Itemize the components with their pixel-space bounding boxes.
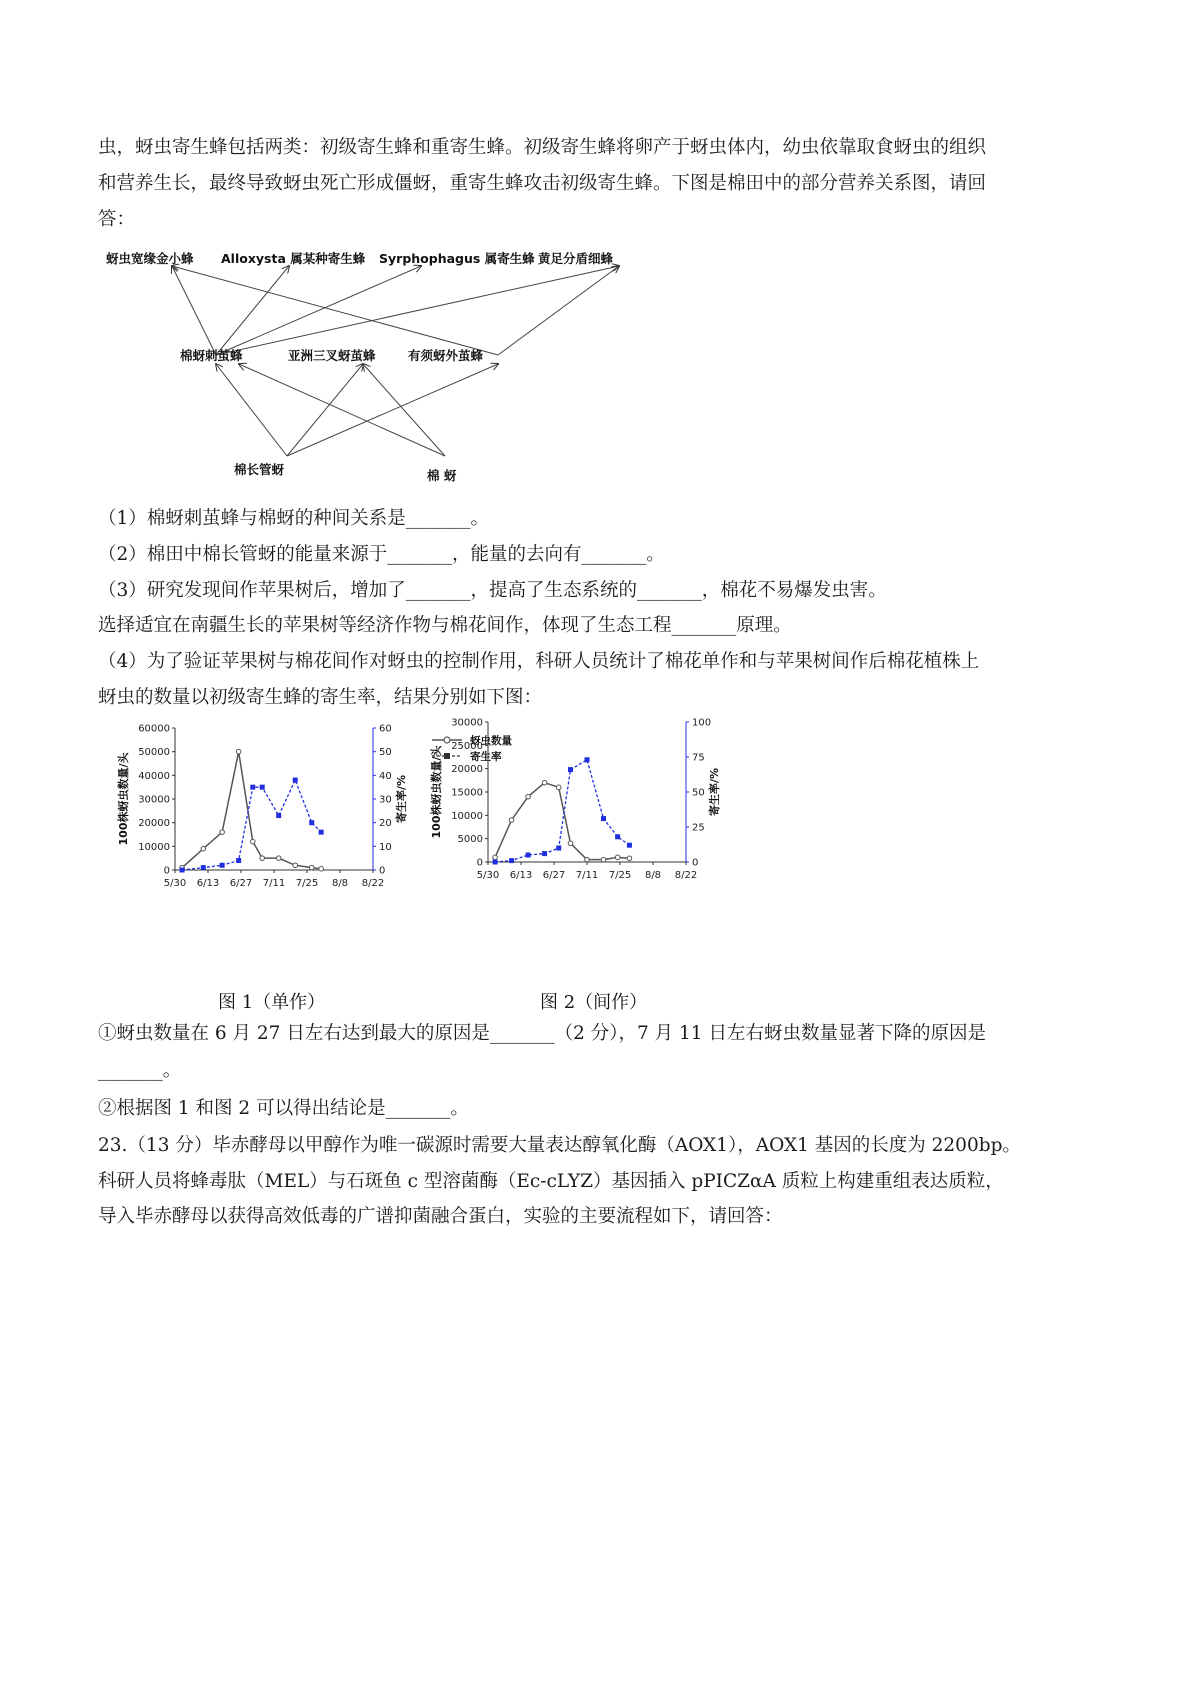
left-tick-label: 30000 xyxy=(451,717,483,729)
food-web-diagram xyxy=(98,240,698,495)
x-tick-label: 7/25 xyxy=(295,878,319,889)
node-bottom-2: 棉 蚜 xyxy=(427,468,457,483)
y2-axis-label: 寄生率/% xyxy=(395,774,408,824)
count-point xyxy=(236,749,241,754)
x-tick-label: 6/27 xyxy=(542,870,566,881)
rate-point xyxy=(276,813,281,818)
rate-point xyxy=(615,834,620,839)
rate-series-line xyxy=(495,760,629,862)
right-tick-label: 50 xyxy=(692,787,705,799)
left-tick-label: 15000 xyxy=(451,787,483,799)
right-tick-label: 20 xyxy=(379,818,392,830)
intro-line-2: 和营养生长，最终导致蚜虫死亡形成僵蚜，重寄生蜂攻击初级寄生蜂。下图是棉田中的部分营养关系图，请回 xyxy=(98,173,987,194)
rate-point xyxy=(542,851,547,856)
legend-rate-marker xyxy=(444,753,450,759)
right-tick-label: 0 xyxy=(379,865,386,877)
x-tick-label: 8/8 xyxy=(331,878,349,889)
node-top-3: Syrphophagus 属寄生蜂 xyxy=(379,251,535,266)
rate-point xyxy=(236,858,241,863)
count-point xyxy=(601,857,606,862)
question-3b: 选择适宜在南疆生长的苹果树等经济作物与棉花间作，体现了生态工程_______原理。 xyxy=(98,615,792,636)
rate-point xyxy=(627,843,632,848)
right-tick-label: 75 xyxy=(692,752,705,764)
right-tick-label: 30 xyxy=(379,794,392,806)
left-tick-label: 0 xyxy=(163,865,170,877)
count-point xyxy=(319,867,324,872)
rate-point xyxy=(493,860,498,865)
right-tick-label: 100 xyxy=(692,717,712,729)
node-mid-2: 亚洲三叉蚜茧蜂 xyxy=(288,348,376,363)
x-tick-label: 5/30 xyxy=(163,878,187,889)
count-point xyxy=(220,830,225,835)
right-tick-label: 40 xyxy=(379,770,392,782)
left-tick-label: 30000 xyxy=(138,794,170,806)
left-tick-label: 50000 xyxy=(138,747,170,759)
question-23-line-3: 导入毕赤酵母以获得高效低毒的广谱抑菌融合蛋白，实验的主要流程如下，请回答： xyxy=(98,1206,783,1227)
right-tick-label: 10 xyxy=(379,841,392,853)
rate-point xyxy=(201,865,206,870)
question-4: （4）为了验证苹果树与棉花间作对蚜虫的控制作用，科研人员统计了棉花单作和与苹果树间作后棉花植株上 xyxy=(98,651,980,672)
rate-point xyxy=(568,767,573,772)
count-point xyxy=(493,855,498,860)
rate-point xyxy=(585,757,590,762)
x-tick-label: 8/22 xyxy=(674,870,698,881)
node-top-2: Alloxysta 属某种寄生蜂 xyxy=(221,251,366,266)
right-tick-label: 50 xyxy=(379,747,392,759)
rate-series-line xyxy=(182,780,321,870)
left-tick-label: 25000 xyxy=(451,740,483,752)
count-point xyxy=(615,855,620,860)
x-tick-label: 7/11 xyxy=(575,870,599,881)
rate-point xyxy=(556,846,561,851)
chart-2-caption: 图 2（间作） xyxy=(540,992,648,1013)
count-point xyxy=(526,794,531,799)
rate-point xyxy=(293,778,298,783)
sub-question-2: ②根据图 1 和图 2 可以得出结论是_______。 xyxy=(98,1098,469,1119)
count-point xyxy=(627,856,632,861)
rate-point xyxy=(250,785,255,790)
x-tick-label: 8/22 xyxy=(361,878,385,889)
left-tick-label: 10000 xyxy=(451,810,483,822)
rate-point xyxy=(180,868,185,873)
x-tick-label: 7/11 xyxy=(262,878,286,889)
count-point xyxy=(260,856,265,861)
sub-question-1: ①蚜虫数量在 6 月 27 日左右达到最大的原因是_______（2 分），7 月 11 日左右蚜虫数量显著下降的原因是 xyxy=(98,1023,986,1044)
x-tick-label: 5/30 xyxy=(476,870,500,881)
count-point xyxy=(276,856,281,861)
count-point xyxy=(201,846,206,851)
count-point xyxy=(568,841,573,846)
rate-point xyxy=(260,785,265,790)
right-tick-label: 60 xyxy=(379,723,392,735)
intro-line-3: 答： xyxy=(98,209,136,230)
sub-question-1b: _______。 xyxy=(98,1060,182,1081)
count-point xyxy=(309,865,314,870)
node-top-4: 黄足分盾细蜂 xyxy=(538,251,614,266)
question-1: （1）棉蚜刺茧蜂与棉蚜的种间关系是_______。 xyxy=(98,508,490,529)
node-top-1: 蚜虫宽缘金小蜂 xyxy=(106,251,194,266)
x-tick-label: 6/13 xyxy=(509,870,533,881)
legend-count-label: 蚜虫数量 xyxy=(470,735,512,747)
chart-1-caption: 图 1（单作） xyxy=(218,992,326,1013)
count-point xyxy=(509,818,514,823)
count-point xyxy=(556,785,561,790)
x-tick-label: 6/13 xyxy=(196,878,220,889)
y-axis-label: 100株蚜虫数量/头 xyxy=(430,745,443,839)
y-axis-label: 100株蚜虫数量/头 xyxy=(117,752,130,846)
node-mid-3: 有须蚜外茧蜂 xyxy=(408,348,484,363)
x-tick-label: 8/8 xyxy=(644,870,662,881)
node-mid-1: 棉蚜刺茧蜂 xyxy=(180,348,243,363)
y2-axis-label: 寄生率/% xyxy=(708,767,721,817)
right-tick-label: 25 xyxy=(692,822,705,834)
question-23-line-2: 科研人员将蜂毒肽（MEL）与石斑鱼 c 型溶菌酶（Ec-cLYZ）基因插入 pPICZαA 质粒上构建重组表达质粒， xyxy=(98,1171,1004,1192)
count-point xyxy=(250,839,255,844)
legend-count-marker xyxy=(444,737,450,743)
left-tick-label: 20000 xyxy=(451,764,483,776)
left-tick-label: 10000 xyxy=(138,841,170,853)
node-bottom-1: 棉长管蚜 xyxy=(234,462,285,477)
rate-point xyxy=(526,853,531,858)
x-tick-label: 6/27 xyxy=(229,878,253,889)
count-point xyxy=(542,780,547,785)
rate-point xyxy=(509,858,514,863)
chart-2-intercrop xyxy=(429,718,721,882)
question-3: （3）研究发现间作苹果树后，增加了_______，提高了生态系统的_______，棉花不易爆发虫害。 xyxy=(98,580,887,601)
rate-point xyxy=(319,830,324,835)
x-tick-label: 7/25 xyxy=(608,870,632,881)
rate-point xyxy=(309,820,314,825)
rate-point xyxy=(220,863,225,868)
question-2: （2）棉田中棉长管蚜的能量来源于_______，能量的去向有_______。 xyxy=(98,544,665,565)
count-point xyxy=(585,857,590,862)
aphid-charts xyxy=(110,717,830,1013)
question-23-line-1: 23.（13 分）毕赤酵母以甲醇作为唯一碳源时需要大量表达醇氧化酶（AOX1），AOX1 基因的长度为 2200bp。 xyxy=(98,1135,1021,1156)
chart-1-monoculture xyxy=(116,724,408,890)
question-4b: 蚜虫的数量以初级寄生蜂的寄生率，结果分别如下图： xyxy=(98,687,543,708)
rate-point xyxy=(601,816,606,821)
left-tick-label: 60000 xyxy=(138,723,170,735)
left-tick-label: 40000 xyxy=(138,770,170,782)
left-tick-label: 5000 xyxy=(457,834,483,846)
left-tick-label: 20000 xyxy=(138,818,170,830)
left-tick-label: 0 xyxy=(476,857,483,869)
count-point xyxy=(293,863,298,868)
intro-line-1: 虫，蚜虫寄生蜂包括两类：初级寄生蜂和重寄生蜂。初级寄生蜂将卵产于蚜虫体内，幼虫依靠取食蚜虫的组织 xyxy=(98,137,987,158)
right-tick-label: 0 xyxy=(692,857,699,869)
legend-rate-label: 寄生率 xyxy=(470,751,502,763)
